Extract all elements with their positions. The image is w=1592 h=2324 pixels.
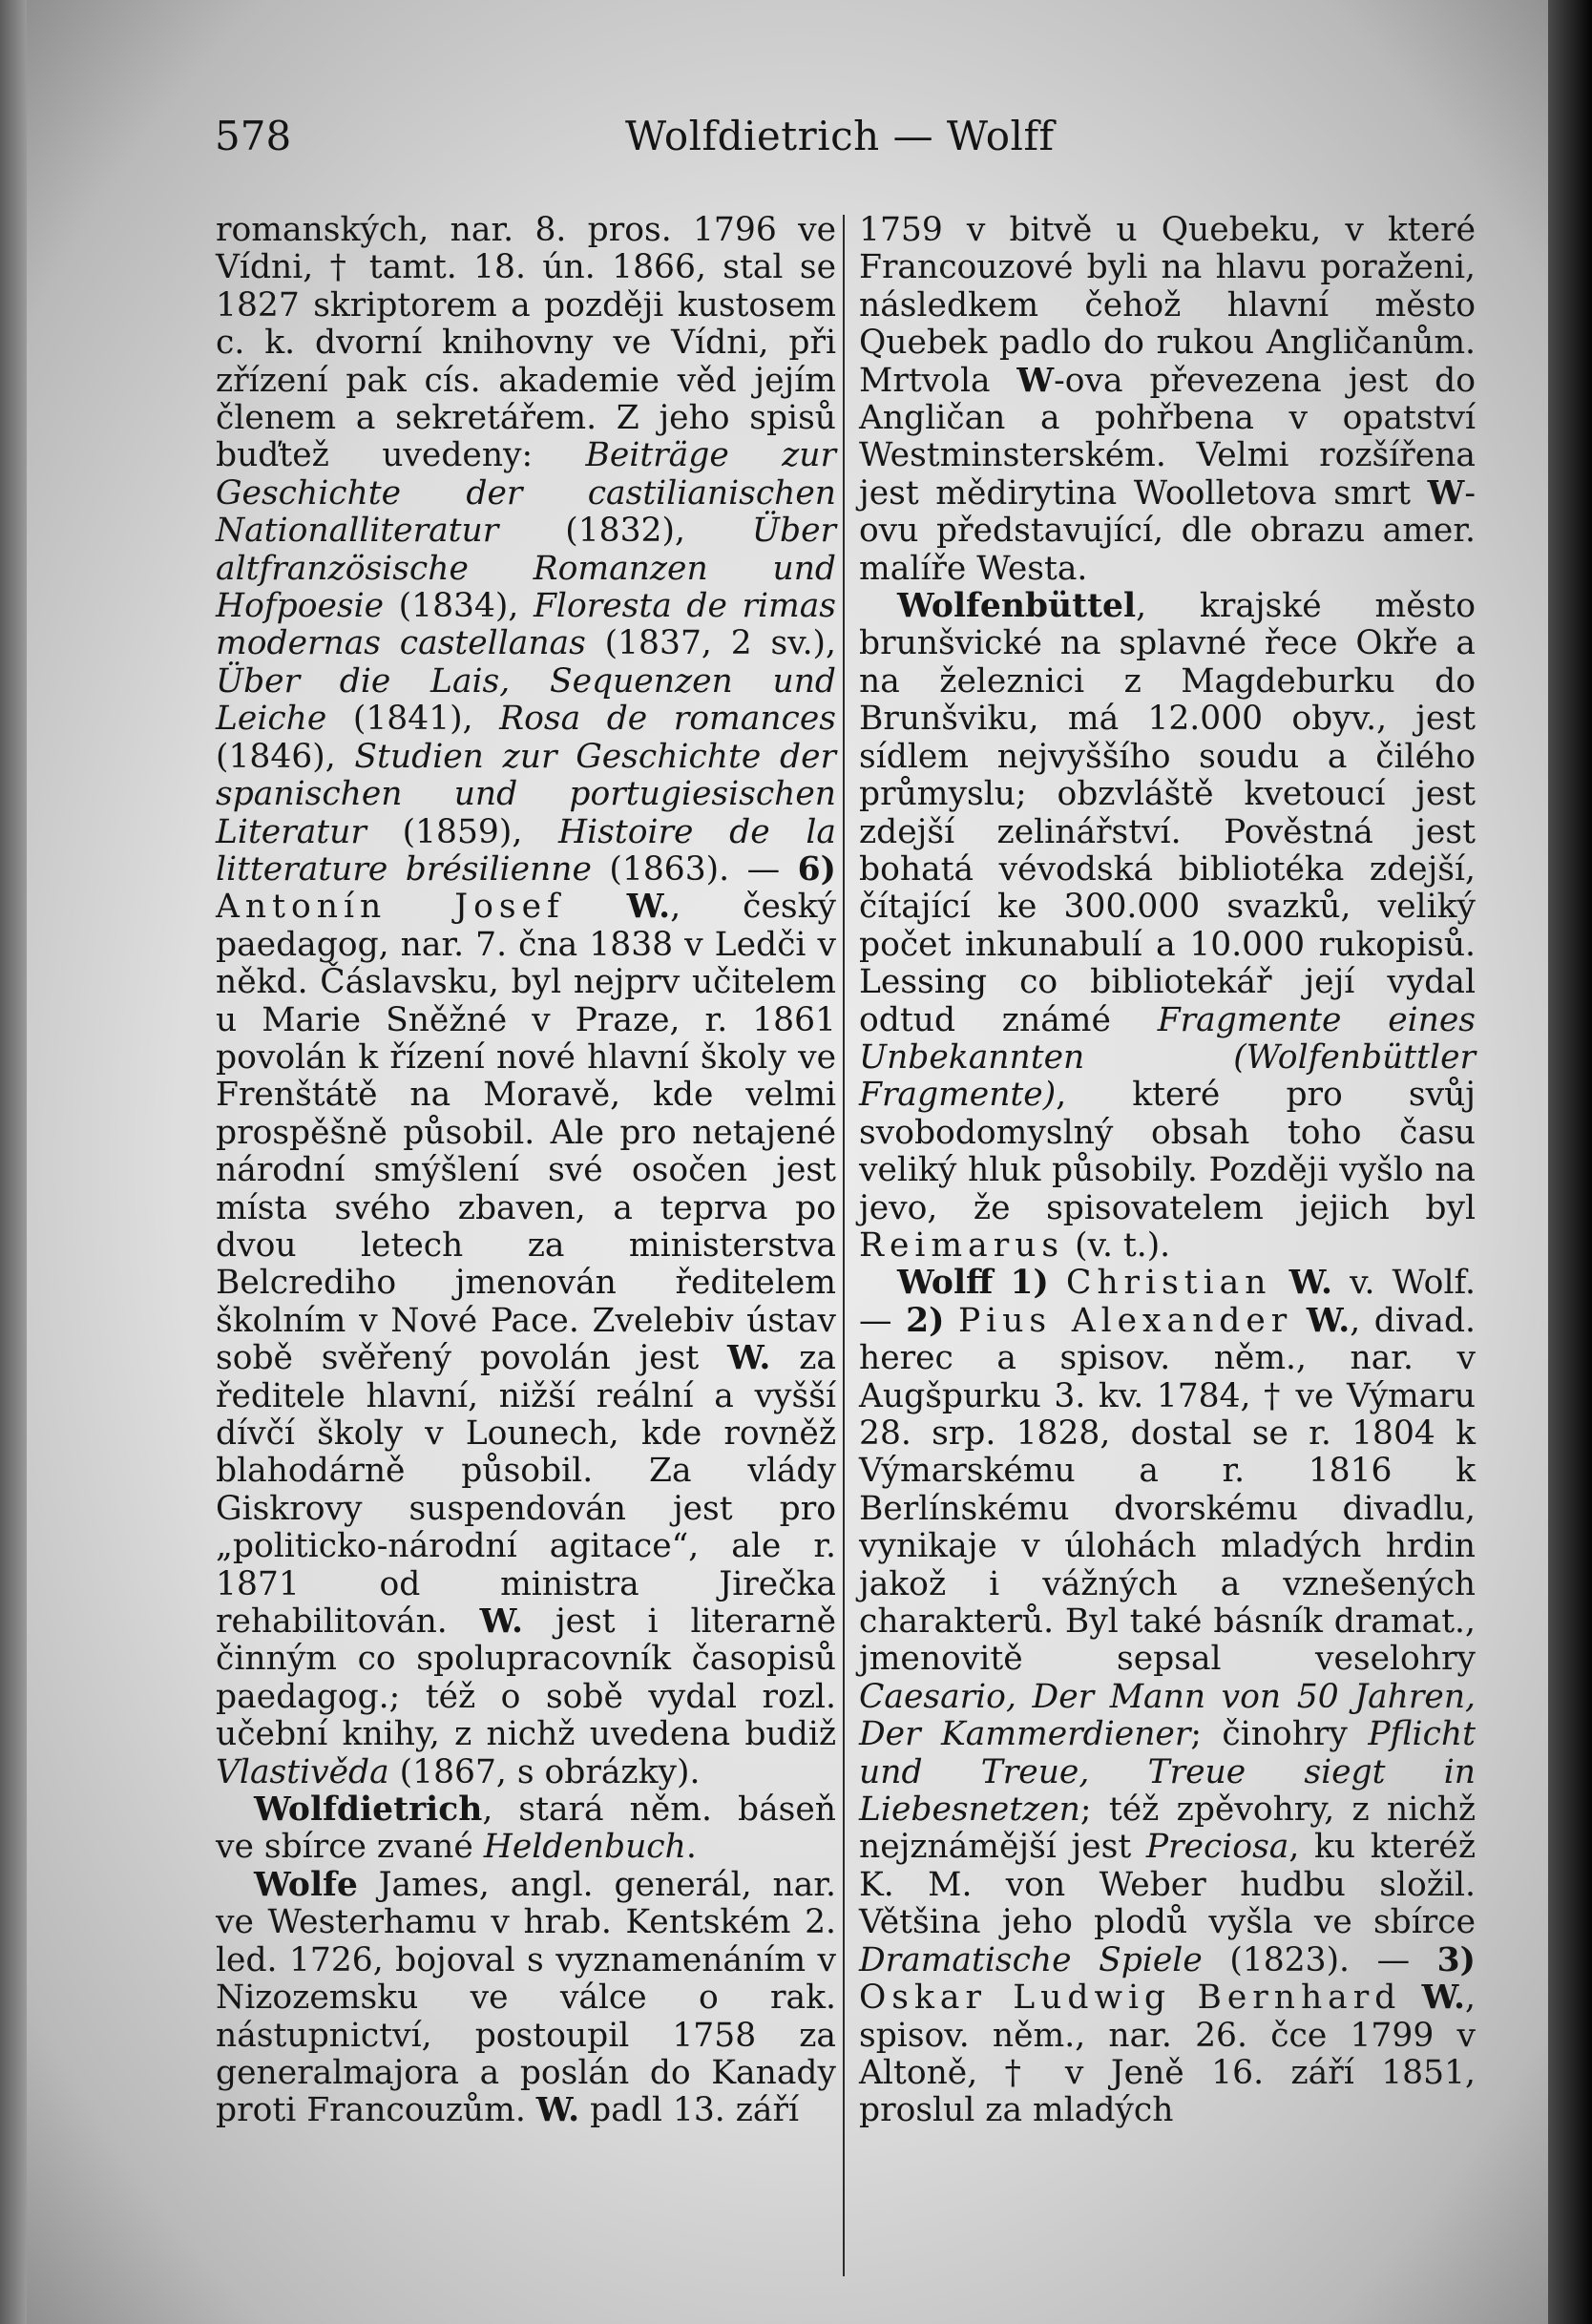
italic-run: Beiträge zur Geschichte der castilianischen Nationalliteratur — [216, 436, 836, 551]
page-left-edge — [0, 0, 27, 2324]
bold-run: 1) — [1010, 1264, 1049, 1303]
text-run: ; činohry — [1190, 1715, 1369, 1754]
text-run: James, angl. generál, nar. ve Westerhamu v hrab. Kentském 2. led. 1726, bojoval s vyznamenáním v Nizozemsku ve válce o rak. nástupnictví, postoupil 1758 za generalmajora a poslán do Kanady proti Francouzům. — [216, 1865, 836, 2130]
bold-run: 2) — [906, 1301, 945, 1340]
italic-run: Über die Lais, Sequenzen und Leiche — [216, 661, 836, 739]
italic-run: Preciosa — [1145, 1828, 1289, 1867]
text-run: , spisov. něm., nar. 26. čce 1799 v Altoně, † v Jeně 16. září 1851, proslul za mladých — [859, 1979, 1476, 2130]
right-column — [859, 212, 1476, 2130]
page-number: 578 — [215, 113, 292, 159]
bold-run: W. — [727, 1339, 771, 1378]
bold-run: 3) — [1436, 1940, 1476, 1979]
text-run: , divad. herec a spisov. něm., nar. v Augšpurku 3. kv. 1784, † ve Výmaru 28. srp. 1828, dostal se r. 1804 k Výmarskému a r. 1816 k Berlínskému dvorskému divadlu, vynikaje v úlohách mladých hrdin jakož i vážných a vznešených charakterů. Byl také básník dramat., jmenovitě sepsal veselohry — [859, 1301, 1477, 1679]
bold-run: W. — [1288, 1264, 1332, 1303]
entry-wolff — [859, 1265, 1476, 2129]
text-run: (1837, 2 sv.), — [585, 624, 836, 663]
text-run: 1759 v bitvě u Quebeku, v které Francouzové byli na hlavu poraženi, následkem čehož hlavní město Quebek padlo do rukou Angličanům. Mrtvola — [859, 211, 1476, 400]
bold-run: W. — [479, 1602, 524, 1642]
bold-run: W — [1427, 473, 1465, 513]
entry-wolfenbuttel — [859, 588, 1476, 1265]
text-run: (1841), — [326, 700, 500, 739]
text-run: (1867, s obrázky). — [388, 1752, 701, 1791]
bold-run: W — [1016, 361, 1055, 400]
italic-run: Über altfranzösische Romanzen und Hofpoesie — [216, 512, 836, 626]
left-column — [216, 212, 836, 2130]
text-run: -ova převezena jest do Angličan a pohřbena v opatství Westminsterském. Velmi rozšířena jest mědirytina Woolletova smrt — [859, 361, 1476, 513]
page-header — [215, 113, 1484, 189]
text-run: , krajské město brunšvické na splavné řece Okře a na železnici z Magdeburku do Brunšviku, má 12.000 obyv., jest sídlem nejvyššího soudu a čilého průmyslu; obzvláště kvetoucí jest zdejší zelinářství. Pověstná jest bohatá vévodská bibliotéka zdejší, čítající ke 300.000 svazků, veliký počet inkunabulí a 10.000 rukopisů. Lessing co bibliotekář její vydal odtud známé — [859, 587, 1476, 1039]
italic-run: Floresta de rimas modernas castellanas — [216, 587, 836, 663]
text-run — [1292, 1302, 1307, 1340]
bold-run: W. — [1306, 1301, 1351, 1340]
text-run: , stará něm. báseň ve sbírce zvané — [216, 1790, 836, 1867]
running-head: Wolfdietrich — Wolff — [625, 113, 1055, 159]
italic-run: Vlastivěda — [216, 1752, 389, 1791]
entry-continuation — [216, 212, 836, 1791]
text-run — [565, 888, 627, 926]
bold-run: Wolfe — [254, 1865, 358, 1904]
italic-run: Dramatische Spiele — [859, 1940, 1203, 1979]
text-run — [1049, 1264, 1066, 1302]
bold-run: W. — [1421, 1979, 1466, 2018]
text-run: -ovu představující, dle obrazu amer. malíře Westa. — [859, 473, 1476, 588]
entry-wolfe — [216, 1867, 836, 2130]
text-run: v. Wolf. — — [859, 1264, 1476, 1340]
bold-run: Wolfenbüttel — [897, 587, 1137, 626]
text-run: (1832), — [498, 512, 752, 551]
text-run — [1271, 1264, 1288, 1302]
italic-run: Studien zur Geschichte der spanischen und portugiesischen Literatur — [216, 737, 836, 851]
spaced-run: Pius Alexander — [957, 1301, 1293, 1340]
text-run: padl 13. září — [579, 2091, 799, 2130]
text-run: jest i literarně činným co spolupracovník časopisů paedagog.; též o sobě vydal rozl. učební knihy, z nichž uvedena budiž — [216, 1602, 837, 1754]
spaced-run: Reimarus — [859, 1225, 1065, 1265]
bold-run: Wolfdietrich — [254, 1790, 483, 1830]
text-run: , které pro svůj svobodomyslný obsah toho času veliký hluk působily. Později vyšlo na jevo, že spisovatelem jejich byl — [859, 1076, 1476, 1227]
bold-run: W. — [535, 2091, 580, 2130]
text-run: ; též zpěvohry, z nichž nejznámější jest — [859, 1790, 1476, 1867]
text-run: (1846), — [216, 737, 355, 776]
bold-run: W. — [626, 888, 671, 927]
text-run: (1859), — [366, 812, 559, 851]
text-run: za ředitele hlavní, nižší reální a vyšší dívčí školy v Lounech, kde rovněž blahodárně působil. Za vlády Giskrovy suspendován jest pro „politicko-národní agitace“, ale r. 1871 od ministra Jirečka rehabilitován. — [216, 1339, 836, 1642]
text-run: . — [685, 1828, 697, 1867]
column-divider — [843, 215, 845, 2276]
spaced-run: Oskar Ludwig Bernhard — [859, 1979, 1402, 2018]
text-run: (1834), — [384, 587, 534, 626]
entry-wolfdietrich — [216, 1791, 836, 1867]
italic-run: Rosa de romances — [499, 700, 836, 739]
text-run: , český paedagog, nar. 7. čna 1838 v Ledči v někd. Čáslavsku, byl nejprv učitelem u Marie Sněžné v Praze, r. 1861 povolán k řízení nové hlavní školy ve Frenštátě na Moravě, kde velmi prospěšně působil. Ale pro netajené národní smýšlení své osočen jest místa svého zbaven, a teprva po dvou letech za ministerstva Belcrediho jmenován ředitelem školním v Nové Pace. Zvelebiv ústav sobě svěřený povolán jest — [216, 888, 837, 1378]
italic-run: Heldenbuch — [483, 1828, 686, 1867]
text-run: (1823). — — [1202, 1940, 1437, 1979]
bold-run: 6) — [797, 849, 836, 889]
text-run — [944, 1302, 958, 1340]
text-run — [1401, 1979, 1421, 2017]
italic-run: Histoire de la litterature brésilienne — [216, 812, 836, 889]
text-run: romanských, nar. 8. pros. 1796 ve Vídni, † tamt. 18. ún. 1866, stal se 1827 skriptorem a později kustosem c. k. dvorní knihovny ve Vídni, při zřízení pak cís. akademie věd jejím členem a sekretářem. Z jeho spisů buďtež uvedeny: — [216, 211, 836, 475]
entry-wolfe-continuation — [859, 212, 1476, 588]
italic-run: Fragmente eines Unbekannten (Wolfenbüttler Fragmente) — [859, 1000, 1476, 1115]
text-run: (1863). — — [591, 849, 798, 889]
spaced-run: Christian — [1065, 1264, 1272, 1303]
text-run: (v. t.). — [1064, 1225, 1171, 1265]
bold-run: Wolff — [897, 1264, 994, 1303]
text-run — [993, 1264, 1010, 1302]
italic-run: Caesario, Der Mann von 50 Jahren, Der Kammerdiener — [859, 1677, 1476, 1754]
text-run: , ku kteréž K. M. von Weber hudbu složil. Většina jeho plodů vyšla ve sbírce — [859, 1828, 1476, 1942]
page-right-edge — [1548, 0, 1592, 2324]
spaced-run: Antonín Josef — [216, 888, 565, 927]
italic-run: Pflicht und Treue, Treue siegt in Liebesnetzen — [859, 1715, 1476, 1830]
